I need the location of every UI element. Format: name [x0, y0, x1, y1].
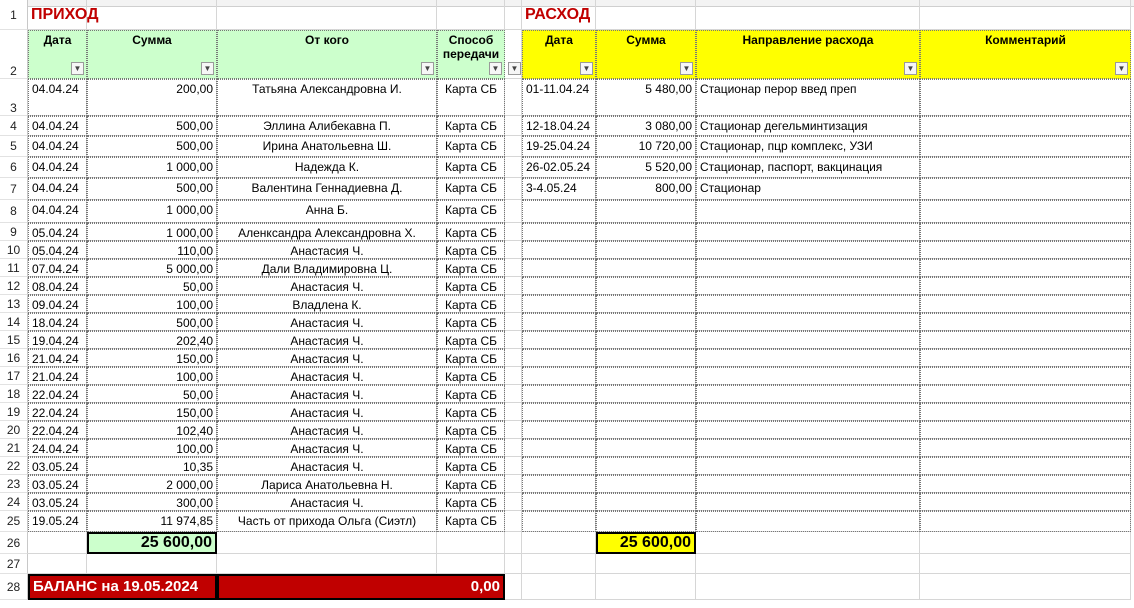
income-cell[interactable]: 10,35: [87, 457, 217, 475]
expense-cell[interactable]: [596, 403, 696, 421]
expense-cell[interactable]: [522, 511, 596, 532]
expense-cell[interactable]: [920, 136, 1131, 157]
row-number[interactable]: 15: [0, 331, 28, 349]
income-cell[interactable]: 500,00: [87, 313, 217, 331]
expense-cell[interactable]: [696, 439, 920, 457]
cell[interactable]: [522, 532, 596, 554]
expense-cell[interactable]: [596, 223, 696, 241]
cell[interactable]: [217, 532, 437, 554]
expense-cell[interactable]: [596, 421, 696, 439]
income-cell[interactable]: 500,00: [87, 116, 217, 136]
cell[interactable]: [505, 439, 522, 457]
expense-cell[interactable]: [696, 313, 920, 331]
filter-dropdown-icon[interactable]: ▼: [421, 62, 434, 75]
expense-cell[interactable]: [696, 421, 920, 439]
expense-cell[interactable]: 5 480,00: [596, 79, 696, 116]
income-cell[interactable]: Карта СБ: [437, 277, 505, 295]
income-cell[interactable]: Анастасия Ч.: [217, 403, 437, 421]
expense-cell[interactable]: [522, 200, 596, 223]
income-cell[interactable]: Карта СБ: [437, 457, 505, 475]
expense-cell[interactable]: [522, 349, 596, 367]
expense-cell[interactable]: [522, 475, 596, 493]
cell[interactable]: [505, 574, 522, 600]
expense-header-1[interactable]: Сумма: [596, 30, 696, 79]
income-cell[interactable]: 03.05.24: [28, 493, 87, 511]
cell[interactable]: [505, 116, 522, 136]
cell[interactable]: [437, 532, 505, 554]
expense-cell[interactable]: [596, 511, 696, 532]
cell[interactable]: [696, 532, 920, 554]
row-number[interactable]: 6: [0, 157, 28, 178]
expense-cell[interactable]: [920, 223, 1131, 241]
income-cell[interactable]: 150,00: [87, 403, 217, 421]
income-cell[interactable]: Анастасия Ч.: [217, 439, 437, 457]
expense-cell[interactable]: [920, 200, 1131, 223]
row-number[interactable]: 5: [0, 136, 28, 157]
expense-cell[interactable]: [522, 241, 596, 259]
expense-cell[interactable]: [696, 511, 920, 532]
expense-cell[interactable]: [920, 295, 1131, 313]
income-cell[interactable]: 500,00: [87, 178, 217, 200]
income-cell[interactable]: 100,00: [87, 295, 217, 313]
expense-cell[interactable]: [522, 277, 596, 295]
row-number[interactable]: 17: [0, 367, 28, 385]
income-cell[interactable]: 04.04.24: [28, 116, 87, 136]
income-cell[interactable]: Часть от прихода Ольга (Сиэтл): [217, 511, 437, 532]
income-cell[interactable]: Карта СБ: [437, 295, 505, 313]
income-cell[interactable]: Анастасия Ч.: [217, 241, 437, 259]
expense-cell[interactable]: [522, 439, 596, 457]
income-cell[interactable]: Карта СБ: [437, 178, 505, 200]
income-cell[interactable]: Анастасия Ч.: [217, 277, 437, 295]
expense-cell[interactable]: [596, 457, 696, 475]
income-cell[interactable]: 04.04.24: [28, 200, 87, 223]
expense-cell[interactable]: [696, 241, 920, 259]
income-cell[interactable]: Карта СБ: [437, 331, 505, 349]
cell[interactable]: [596, 574, 696, 600]
income-cell[interactable]: Карта СБ: [437, 421, 505, 439]
income-cell[interactable]: 2 000,00: [87, 475, 217, 493]
income-cell[interactable]: 03.05.24: [28, 475, 87, 493]
row-number[interactable]: 18: [0, 385, 28, 403]
income-cell[interactable]: 22.04.24: [28, 385, 87, 403]
cell[interactable]: [505, 79, 522, 116]
income-cell[interactable]: 1 000,00: [87, 223, 217, 241]
expense-cell[interactable]: [696, 200, 920, 223]
income-cell[interactable]: Владлена К.: [217, 295, 437, 313]
expense-cell[interactable]: [920, 403, 1131, 421]
expense-cell[interactable]: [696, 223, 920, 241]
expense-cell[interactable]: [522, 403, 596, 421]
income-cell[interactable]: 1 000,00: [87, 157, 217, 178]
income-cell[interactable]: 100,00: [87, 439, 217, 457]
income-cell[interactable]: Карта СБ: [437, 385, 505, 403]
expense-cell[interactable]: [696, 367, 920, 385]
income-cell[interactable]: 09.04.24: [28, 295, 87, 313]
expense-cell[interactable]: [696, 349, 920, 367]
income-cell[interactable]: Анастасия Ч.: [217, 385, 437, 403]
cell[interactable]: [505, 349, 522, 367]
expense-cell[interactable]: [920, 511, 1131, 532]
income-cell[interactable]: Карта СБ: [437, 511, 505, 532]
row-number[interactable]: 7: [0, 178, 28, 200]
cell[interactable]: [505, 157, 522, 178]
expense-cell[interactable]: [596, 313, 696, 331]
income-cell[interactable]: Дали Владимировна Ц.: [217, 259, 437, 277]
cell[interactable]: [505, 223, 522, 241]
income-cell[interactable]: Карта СБ: [437, 313, 505, 331]
expense-cell[interactable]: [920, 79, 1131, 116]
cell[interactable]: [505, 331, 522, 349]
cell[interactable]: [696, 0, 920, 30]
cell[interactable]: [505, 277, 522, 295]
expense-cell[interactable]: [522, 259, 596, 277]
expense-cell[interactable]: Стационар, паспорт, вакцинация: [696, 157, 920, 178]
income-cell[interactable]: Татьяна Александровна И.: [217, 79, 437, 116]
expense-cell[interactable]: [920, 367, 1131, 385]
filter-dropdown-icon[interactable]: ▼: [201, 62, 214, 75]
row-number[interactable]: 23: [0, 475, 28, 493]
expense-cell[interactable]: [522, 331, 596, 349]
income-cell[interactable]: 05.04.24: [28, 223, 87, 241]
row-number[interactable]: 27: [0, 554, 28, 574]
income-cell[interactable]: Анна Б.: [217, 200, 437, 223]
cell[interactable]: [505, 178, 522, 200]
row-number[interactable]: 20: [0, 421, 28, 439]
income-total[interactable]: 25 600,00: [87, 532, 217, 554]
cell[interactable]: [217, 554, 437, 574]
expense-cell[interactable]: [920, 157, 1131, 178]
cell[interactable]: [437, 554, 505, 574]
expense-cell[interactable]: [920, 475, 1131, 493]
income-cell[interactable]: 03.05.24: [28, 457, 87, 475]
income-cell[interactable]: Ирина Анатольевна Ш.: [217, 136, 437, 157]
filter-dropdown-icon[interactable]: ▼: [580, 62, 593, 75]
income-cell[interactable]: Анастасия Ч.: [217, 331, 437, 349]
filter-dropdown-icon[interactable]: ▼: [508, 62, 521, 75]
cell[interactable]: [522, 554, 596, 574]
income-cell[interactable]: Карта СБ: [437, 475, 505, 493]
income-cell[interactable]: Анастасия Ч.: [217, 421, 437, 439]
row-number[interactable]: 24: [0, 493, 28, 511]
income-cell[interactable]: Карта СБ: [437, 79, 505, 116]
expense-header-0[interactable]: Дата: [522, 30, 596, 79]
cell[interactable]: [505, 554, 522, 574]
income-cell[interactable]: Эллина Алибекавна П.: [217, 116, 437, 136]
cell[interactable]: [505, 367, 522, 385]
expense-cell[interactable]: [920, 421, 1131, 439]
income-cell[interactable]: Карта СБ: [437, 259, 505, 277]
income-cell[interactable]: Аленксандра Александровна Х.: [217, 223, 437, 241]
income-cell[interactable]: Карта СБ: [437, 200, 505, 223]
cell[interactable]: [920, 0, 1131, 30]
cell[interactable]: [28, 554, 87, 574]
expense-cell[interactable]: Стационар дегельминтизация: [696, 116, 920, 136]
cell[interactable]: [696, 554, 920, 574]
row-number[interactable]: 9: [0, 223, 28, 241]
cell[interactable]: [522, 574, 596, 600]
expense-cell[interactable]: [696, 295, 920, 313]
income-cell[interactable]: 150,00: [87, 349, 217, 367]
expense-cell[interactable]: [522, 295, 596, 313]
expense-cell[interactable]: [920, 277, 1131, 295]
income-cell[interactable]: 300,00: [87, 493, 217, 511]
expense-cell[interactable]: 3 080,00: [596, 116, 696, 136]
expense-cell[interactable]: [596, 200, 696, 223]
cell[interactable]: [505, 295, 522, 313]
cell[interactable]: [505, 421, 522, 439]
cell[interactable]: [505, 200, 522, 223]
expense-cell[interactable]: [596, 259, 696, 277]
row-number[interactable]: 22: [0, 457, 28, 475]
cell[interactable]: [505, 532, 522, 554]
expense-cell[interactable]: [920, 178, 1131, 200]
expense-cell[interactable]: Стационар перор введ преп: [696, 79, 920, 116]
income-cell[interactable]: 19.05.24: [28, 511, 87, 532]
income-cell[interactable]: 102,40: [87, 421, 217, 439]
cell[interactable]: [505, 511, 522, 532]
income-title: ПРИХОД: [31, 6, 99, 23]
expense-cell[interactable]: 19-25.04.24: [522, 136, 596, 157]
filter-dropdown-icon[interactable]: ▼: [904, 62, 917, 75]
cell[interactable]: [696, 574, 920, 600]
expense-cell[interactable]: [920, 439, 1131, 457]
income-cell[interactable]: Карта СБ: [437, 157, 505, 178]
filter-dropdown-icon[interactable]: ▼: [680, 62, 693, 75]
expense-cell[interactable]: [920, 116, 1131, 136]
expense-cell[interactable]: [596, 331, 696, 349]
income-cell[interactable]: Лариса Анатольевна Н.: [217, 475, 437, 493]
filter-dropdown-icon[interactable]: ▼: [71, 62, 84, 75]
income-cell[interactable]: Валентина Геннадиевна Д.: [217, 178, 437, 200]
expense-cell[interactable]: 26-02.05.24: [522, 157, 596, 178]
row-number[interactable]: 16: [0, 349, 28, 367]
expense-cell[interactable]: [920, 259, 1131, 277]
row-number[interactable]: 12: [0, 277, 28, 295]
expense-total[interactable]: 25 600,00: [596, 532, 696, 554]
expense-cell[interactable]: [696, 385, 920, 403]
expense-cell[interactable]: 01-11.04.24: [522, 79, 596, 116]
expense-cell[interactable]: [920, 349, 1131, 367]
cell[interactable]: [920, 574, 1131, 600]
expense-cell[interactable]: [920, 493, 1131, 511]
row-number[interactable]: 4: [0, 116, 28, 136]
expense-cell[interactable]: [522, 421, 596, 439]
income-cell[interactable]: 04.04.24: [28, 178, 87, 200]
cell[interactable]: [437, 0, 505, 30]
cell[interactable]: [505, 313, 522, 331]
expense-cell[interactable]: [920, 331, 1131, 349]
row-number[interactable]: 19: [0, 403, 28, 421]
cell[interactable]: [505, 493, 522, 511]
income-cell[interactable]: 100,00: [87, 367, 217, 385]
expense-cell[interactable]: [596, 493, 696, 511]
cell[interactable]: [505, 475, 522, 493]
expense-cell[interactable]: [522, 313, 596, 331]
income-cell[interactable]: Карта СБ: [437, 349, 505, 367]
row-number[interactable]: 25: [0, 511, 28, 532]
income-cell[interactable]: Карта СБ: [437, 403, 505, 421]
income-cell[interactable]: 500,00: [87, 136, 217, 157]
cell[interactable]: [596, 554, 696, 574]
row-number[interactable]: 3: [0, 79, 28, 116]
cell[interactable]: [920, 554, 1131, 574]
expense-cell[interactable]: [920, 241, 1131, 259]
income-cell[interactable]: Карта СБ: [437, 223, 505, 241]
expense-cell[interactable]: [596, 277, 696, 295]
cell[interactable]: [217, 0, 437, 30]
expense-cell[interactable]: [920, 313, 1131, 331]
row-number[interactable]: 28: [0, 574, 28, 600]
income-cell[interactable]: Анастасия Ч.: [217, 349, 437, 367]
expense-cell[interactable]: 3-4.05.24: [522, 178, 596, 200]
income-cell[interactable]: 04.04.24: [28, 79, 87, 116]
expense-cell[interactable]: [596, 367, 696, 385]
cell[interactable]: [505, 457, 522, 475]
expense-cell[interactable]: [696, 259, 920, 277]
income-cell[interactable]: Карта СБ: [437, 367, 505, 385]
expense-cell[interactable]: Стационар: [696, 178, 920, 200]
expense-cell[interactable]: 12-18.04.24: [522, 116, 596, 136]
income-cell[interactable]: 04.04.24: [28, 136, 87, 157]
expense-cell[interactable]: [596, 241, 696, 259]
row-number[interactable]: 11: [0, 259, 28, 277]
income-cell[interactable]: Анастасия Ч.: [217, 493, 437, 511]
expense-cell[interactable]: 5 520,00: [596, 157, 696, 178]
expense-cell[interactable]: [596, 349, 696, 367]
filter-dropdown-icon[interactable]: ▼: [1115, 62, 1128, 75]
income-cell[interactable]: 11 974,85: [87, 511, 217, 532]
expense-cell[interactable]: [696, 331, 920, 349]
income-cell[interactable]: 07.04.24: [28, 259, 87, 277]
income-cell[interactable]: Карта СБ: [437, 136, 505, 157]
row-number[interactable]: 10: [0, 241, 28, 259]
income-cell[interactable]: 24.04.24: [28, 439, 87, 457]
expense-cell[interactable]: [696, 277, 920, 295]
cell[interactable]: [505, 403, 522, 421]
income-cell[interactable]: Карта СБ: [437, 439, 505, 457]
cell[interactable]: [505, 136, 522, 157]
income-cell[interactable]: 18.04.24: [28, 313, 87, 331]
income-header-0[interactable]: Дата: [28, 30, 87, 79]
row-number[interactable]: 1: [0, 0, 28, 30]
income-cell[interactable]: Карта СБ: [437, 116, 505, 136]
income-cell[interactable]: Надежда К.: [217, 157, 437, 178]
expense-cell[interactable]: [920, 385, 1131, 403]
cell[interactable]: [505, 241, 522, 259]
row-number[interactable]: 26: [0, 532, 28, 554]
income-cell[interactable]: 50,00: [87, 277, 217, 295]
income-cell[interactable]: Анастасия Ч.: [217, 313, 437, 331]
income-cell[interactable]: 04.04.24: [28, 157, 87, 178]
income-cell[interactable]: 19.04.24: [28, 331, 87, 349]
income-cell[interactable]: 1 000,00: [87, 200, 217, 223]
expense-cell[interactable]: [522, 457, 596, 475]
income-cell[interactable]: 22.04.24: [28, 403, 87, 421]
filter-dropdown-icon[interactable]: ▼: [489, 62, 502, 75]
expense-cell[interactable]: [596, 439, 696, 457]
income-header-3[interactable]: Способ передачи: [437, 30, 505, 79]
expense-cell[interactable]: [522, 385, 596, 403]
row-number[interactable]: 21: [0, 439, 28, 457]
income-cell[interactable]: 05.04.24: [28, 241, 87, 259]
income-cell[interactable]: 22.04.24: [28, 421, 87, 439]
cell[interactable]: [920, 532, 1131, 554]
expense-cell[interactable]: [522, 493, 596, 511]
cell[interactable]: [505, 259, 522, 277]
expense-cell[interactable]: [696, 403, 920, 421]
income-cell[interactable]: 5 000,00: [87, 259, 217, 277]
row-number[interactable]: 14: [0, 313, 28, 331]
expense-cell[interactable]: [522, 223, 596, 241]
income-cell[interactable]: Карта СБ: [437, 493, 505, 511]
income-cell[interactable]: 21.04.24: [28, 367, 87, 385]
cell[interactable]: [505, 385, 522, 403]
cell[interactable]: [28, 532, 87, 554]
expense-cell[interactable]: [522, 367, 596, 385]
expense-header-3[interactable]: Комментарий: [920, 30, 1131, 79]
income-cell[interactable]: Анастасия Ч.: [217, 457, 437, 475]
balance-label[interactable]: БАЛАНС на 19.05.2024: [28, 574, 217, 600]
income-header-1[interactable]: Сумма: [87, 30, 217, 79]
expense-cell[interactable]: [696, 457, 920, 475]
income-cell[interactable]: 110,00: [87, 241, 217, 259]
income-cell[interactable]: 21.04.24: [28, 349, 87, 367]
expense-title: РАСХОД: [525, 6, 591, 23]
row-number[interactable]: 13: [0, 295, 28, 313]
expense-cell[interactable]: [596, 295, 696, 313]
expense-cell[interactable]: [696, 475, 920, 493]
income-cell[interactable]: 08.04.24: [28, 277, 87, 295]
income-cell[interactable]: 50,00: [87, 385, 217, 403]
income-cell[interactable]: Анастасия Ч.: [217, 367, 437, 385]
income-cell[interactable]: 202,40: [87, 331, 217, 349]
expense-cell[interactable]: 10 720,00: [596, 136, 696, 157]
expense-cell[interactable]: [596, 385, 696, 403]
income-cell[interactable]: 200,00: [87, 79, 217, 116]
expense-header-2[interactable]: Направление расхода: [696, 30, 920, 79]
expense-cell[interactable]: Стационар, пцр комплекс, УЗИ: [696, 136, 920, 157]
expense-cell[interactable]: [596, 475, 696, 493]
cell[interactable]: [505, 0, 522, 30]
expense-cell[interactable]: [920, 457, 1131, 475]
cell[interactable]: [87, 554, 217, 574]
income-header-2[interactable]: От кого: [217, 30, 437, 79]
expense-cell[interactable]: [696, 493, 920, 511]
expense-cell[interactable]: 800,00: [596, 178, 696, 200]
balance-value[interactable]: 0,00: [217, 574, 505, 600]
row-number[interactable]: 2: [0, 30, 28, 79]
income-cell[interactable]: Карта СБ: [437, 241, 505, 259]
row-number[interactable]: 8: [0, 200, 28, 223]
